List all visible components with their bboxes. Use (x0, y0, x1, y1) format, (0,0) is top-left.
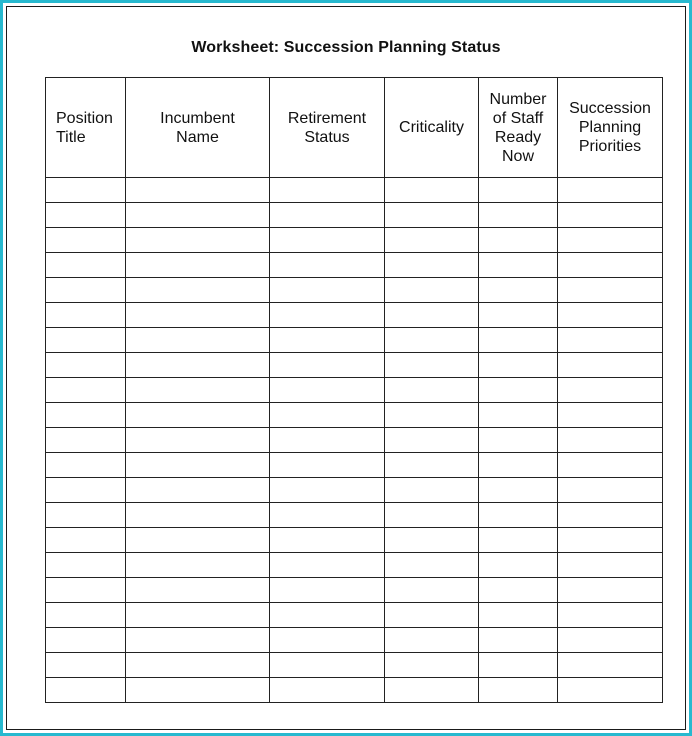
table-cell[interactable] (558, 578, 663, 603)
table-cell[interactable] (126, 603, 270, 628)
table-cell[interactable] (479, 578, 558, 603)
column-header-label: Number of Staff Ready Now (489, 90, 547, 165)
table-cell[interactable] (558, 503, 663, 528)
table-cell[interactable] (270, 403, 385, 428)
table-cell[interactable] (270, 253, 385, 278)
table-cell[interactable] (479, 603, 558, 628)
header-row (46, 78, 663, 178)
table-cell[interactable] (270, 628, 385, 653)
table-cell[interactable] (46, 578, 126, 603)
table-cell[interactable] (270, 553, 385, 578)
table-cell[interactable] (558, 178, 663, 203)
table-cell[interactable] (270, 228, 385, 253)
table-row (46, 578, 663, 603)
table-cell[interactable] (385, 353, 479, 378)
column-header-label: Position Title (56, 109, 113, 146)
table-cell[interactable] (46, 603, 126, 628)
table-cell[interactable] (385, 503, 479, 528)
table-cell[interactable] (385, 553, 479, 578)
table-cell[interactable] (46, 453, 126, 478)
table-row (46, 528, 663, 553)
table-cell[interactable] (46, 253, 126, 278)
table-cell[interactable] (270, 303, 385, 328)
table-cell[interactable] (126, 278, 270, 303)
table-cell[interactable] (126, 678, 270, 703)
table-cell[interactable] (558, 603, 663, 628)
table-cell[interactable] (126, 628, 270, 653)
table-row (46, 203, 663, 228)
table-cell[interactable] (126, 328, 270, 353)
table-cell[interactable] (479, 253, 558, 278)
table-row (46, 553, 663, 578)
table-cell[interactable] (385, 603, 479, 628)
table-cell[interactable] (558, 678, 663, 703)
table-cell[interactable] (46, 428, 126, 453)
table-cell[interactable] (479, 203, 558, 228)
table-cell[interactable] (46, 628, 126, 653)
table-cell[interactable] (126, 178, 270, 203)
table-cell[interactable] (558, 278, 663, 303)
column-header-criticality (385, 78, 479, 178)
table-cell[interactable] (126, 503, 270, 528)
table-cell[interactable] (385, 528, 479, 553)
table-row (46, 478, 663, 503)
table-cell[interactable] (479, 378, 558, 403)
table-cell[interactable] (558, 228, 663, 253)
table-cell[interactable] (479, 178, 558, 203)
table-cell[interactable] (558, 628, 663, 653)
table-cell[interactable] (479, 228, 558, 253)
table-cell[interactable] (270, 478, 385, 503)
table-cell[interactable] (479, 453, 558, 478)
table-cell[interactable] (46, 678, 126, 703)
table-cell[interactable] (270, 503, 385, 528)
table-cell[interactable] (385, 178, 479, 203)
table-cell[interactable] (46, 328, 126, 353)
table-cell[interactable] (270, 653, 385, 678)
table-cell[interactable] (46, 228, 126, 253)
column-header-retirement-status (270, 78, 385, 178)
table-cell[interactable] (558, 403, 663, 428)
table-cell[interactable] (385, 628, 479, 653)
table-cell[interactable] (270, 453, 385, 478)
table-row (46, 328, 663, 353)
table-cell[interactable] (385, 253, 479, 278)
table-cell[interactable] (385, 278, 479, 303)
table-cell[interactable] (479, 278, 558, 303)
table-cell[interactable] (126, 528, 270, 553)
table-row (46, 453, 663, 478)
table-cell[interactable] (126, 453, 270, 478)
table-cell[interactable] (558, 253, 663, 278)
table-cell[interactable] (270, 528, 385, 553)
table-cell[interactable] (479, 528, 558, 553)
table-cell[interactable] (46, 303, 126, 328)
table-cell[interactable] (46, 653, 126, 678)
table-cell[interactable] (479, 628, 558, 653)
table-cell[interactable] (46, 353, 126, 378)
table-row (46, 178, 663, 203)
table-cell[interactable] (558, 303, 663, 328)
table-row (46, 403, 663, 428)
table-cell[interactable] (479, 428, 558, 453)
table-row (46, 678, 663, 703)
table-cell[interactable] (479, 328, 558, 353)
table-row (46, 253, 663, 278)
table-row (46, 503, 663, 528)
table-cell[interactable] (385, 678, 479, 703)
table-cell[interactable] (46, 178, 126, 203)
table-cell[interactable] (270, 328, 385, 353)
table-cell[interactable] (46, 553, 126, 578)
table-cell[interactable] (126, 478, 270, 503)
table-cell[interactable] (385, 653, 479, 678)
table-cell[interactable] (270, 603, 385, 628)
table-cell[interactable] (270, 378, 385, 403)
table-row (46, 353, 663, 378)
table-row (46, 603, 663, 628)
table-cell[interactable] (46, 278, 126, 303)
table-row (46, 278, 663, 303)
table-cell[interactable] (270, 278, 385, 303)
table-cell[interactable] (46, 528, 126, 553)
table-cell[interactable] (46, 478, 126, 503)
table-row (46, 303, 663, 328)
table-cell[interactable] (126, 303, 270, 328)
table-cell[interactable] (46, 203, 126, 228)
table-cell[interactable] (126, 228, 270, 253)
table-cell[interactable] (126, 428, 270, 453)
table-cell[interactable] (126, 203, 270, 228)
table-row (46, 653, 663, 678)
table-cell[interactable] (46, 378, 126, 403)
table-cell[interactable] (558, 378, 663, 403)
column-header-label: Criticality (399, 119, 464, 136)
table-row (46, 378, 663, 403)
table-cell[interactable] (558, 353, 663, 378)
column-header-label: Succession Planning Priorities (569, 100, 651, 155)
table-cell[interactable] (385, 378, 479, 403)
table-cell[interactable] (126, 653, 270, 678)
page (6, 6, 686, 730)
table-cell[interactable] (270, 353, 385, 378)
table-row (46, 428, 663, 453)
table-row (46, 228, 663, 253)
page-title: Worksheet: Succession Planning Status (191, 39, 501, 56)
table-cell[interactable] (270, 578, 385, 603)
table-cell[interactable] (270, 203, 385, 228)
column-header-staff-ready-now (479, 78, 558, 178)
table-cell[interactable] (479, 353, 558, 378)
table-cell[interactable] (270, 428, 385, 453)
table-cell[interactable] (479, 678, 558, 703)
column-header-incumbent-name (126, 78, 270, 178)
table-cell[interactable] (385, 428, 479, 453)
table-cell[interactable] (126, 353, 270, 378)
column-header-position-title (46, 78, 126, 178)
table-cell[interactable] (558, 203, 663, 228)
column-header-succession-priorities (558, 78, 663, 178)
table-cell[interactable] (270, 178, 385, 203)
table-cell[interactable] (558, 553, 663, 578)
worksheet-table (45, 77, 663, 703)
table-cell[interactable] (479, 653, 558, 678)
table-cell[interactable] (479, 553, 558, 578)
table-cell[interactable] (385, 203, 479, 228)
table-cell[interactable] (385, 328, 479, 353)
column-header-label: Incumbent Name (160, 109, 235, 146)
table-cell[interactable] (46, 403, 126, 428)
table-cell[interactable] (126, 403, 270, 428)
table-row (46, 628, 663, 653)
table-cell[interactable] (126, 578, 270, 603)
table-cell[interactable] (126, 553, 270, 578)
table-cell[interactable] (385, 578, 479, 603)
table-cell[interactable] (558, 328, 663, 353)
table-cell[interactable] (46, 503, 126, 528)
table-cell[interactable] (558, 453, 663, 478)
column-header-label: Retirement Status (287, 109, 367, 146)
table-cell[interactable] (385, 228, 479, 253)
table-cell[interactable] (479, 403, 558, 428)
table-cell[interactable] (479, 503, 558, 528)
table-cell[interactable] (479, 303, 558, 328)
table-cell[interactable] (385, 478, 479, 503)
table-cell[interactable] (558, 528, 663, 553)
table-cell[interactable] (385, 303, 479, 328)
worksheet-body (46, 178, 663, 703)
table-cell[interactable] (558, 653, 663, 678)
table-cell[interactable] (479, 478, 558, 503)
table-cell[interactable] (270, 678, 385, 703)
table-cell[interactable] (126, 378, 270, 403)
table-cell[interactable] (126, 253, 270, 278)
table-cell[interactable] (385, 453, 479, 478)
table-cell[interactable] (558, 478, 663, 503)
table-cell[interactable] (385, 403, 479, 428)
table-cell[interactable] (558, 428, 663, 453)
